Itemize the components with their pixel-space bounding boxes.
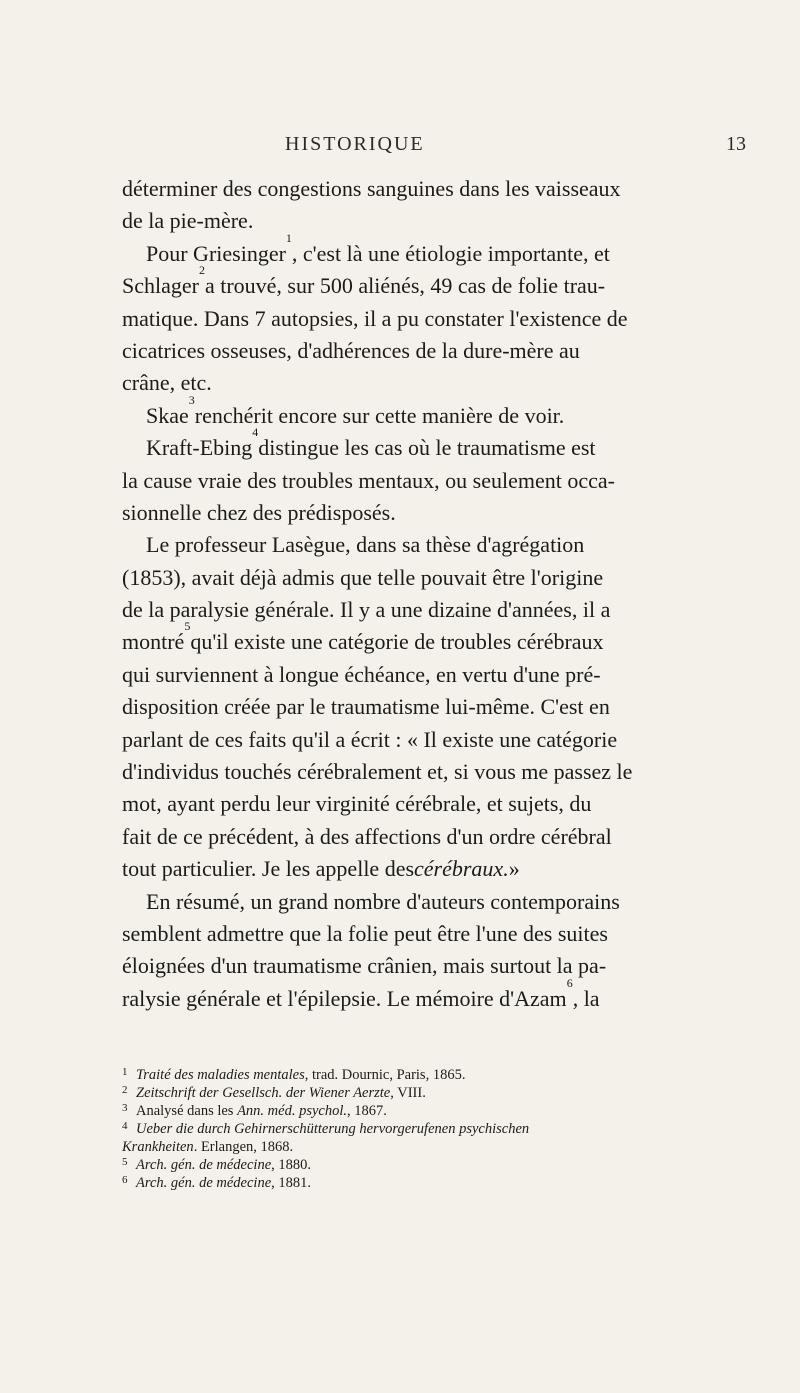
footnote-title: Traité des maladies mentales [136, 1067, 305, 1083]
line-text: montré [122, 629, 185, 655]
page-number: 13 [726, 133, 746, 155]
line-text: ralysie générale et l'épilepsie. Le mémoire d'Azam [122, 985, 567, 1011]
italic-term: cérébraux. [414, 856, 509, 882]
footnote-title: Ann. méd. psychol. [237, 1103, 348, 1119]
text-line [122, 853, 722, 885]
text-line [122, 392, 722, 432]
footnote-number: 6 [122, 1174, 128, 1186]
text-line [122, 425, 722, 464]
footnote [122, 1174, 722, 1192]
line-text: mot, ayant perdu leur virginité cérébrale, et sujets, du [122, 791, 592, 817]
footnote-text: , trad. Dournic, Paris, 1865. [304, 1067, 466, 1083]
footnote-ref[interactable]: 2 [198, 263, 205, 278]
footnote-continuation [122, 1138, 722, 1156]
line-text: semblent admettre que la folie peut être l'une des suites [122, 920, 608, 946]
footnote [122, 1156, 722, 1174]
text-line [122, 619, 722, 658]
line-text: qu'il existe une catégorie de troubles cérébraux [190, 629, 604, 655]
footnote-text: , 1881. [271, 1175, 312, 1191]
line-text: (1853), avait déjà admis que telle pouvait être l'origine [122, 564, 604, 590]
footnote-ref[interactable]: 3 [188, 392, 195, 407]
text-line [122, 594, 722, 626]
line-text: sionnelle chez des prédisposés. [122, 499, 396, 525]
footnote-number: 5 [122, 1156, 128, 1168]
line-text: Le professeur Lasègue, dans sa thèse d'agrégation [146, 532, 585, 558]
line-text: , la [572, 985, 600, 1011]
body-text [122, 173, 722, 1015]
footnote-text: , 1867. [347, 1103, 387, 1119]
footnote-title: Arch. gén. de médecine [136, 1157, 272, 1173]
text-line [122, 788, 722, 820]
text-line [122, 886, 722, 918]
line-text: parlant de ces faits qu'il a écrit : « Il existe une catégorie [122, 726, 618, 752]
text-line [122, 975, 722, 1015]
footnote [122, 1120, 722, 1138]
footnote-number: 4 [122, 1120, 128, 1132]
footnote-title: Ueber die durch Gehirnerschütterung hervorgerufenen psychischen [136, 1121, 530, 1137]
line-text: Skae [146, 402, 189, 428]
text-line [122, 205, 722, 237]
footnote-title: Arch. gén. de médecine [136, 1175, 272, 1191]
footnote [122, 1084, 722, 1102]
running-title: HISTORIQUE [285, 133, 425, 155]
text-line [122, 724, 722, 756]
line-text: de la pie-mère. [122, 208, 254, 234]
line-text: , c'est là une étiologie importante, et [291, 240, 610, 266]
line-text: éloignées d'un traumatisme crânien, mais surtout la pa- [122, 953, 607, 979]
line-text: Kraft-Ebing [146, 435, 253, 461]
text-line [122, 756, 722, 788]
footnotes [122, 1066, 722, 1192]
footnote-title: Krankheiten [122, 1139, 194, 1155]
footnote-text: , 1880. [271, 1157, 312, 1173]
line-text: de la paralysie générale. Il y a une dizaine d'années, il a [122, 597, 611, 623]
text-line [122, 918, 722, 950]
footnote-ref[interactable]: 6 [566, 975, 573, 990]
line-text: disposition créée par le traumatisme lui-même. C'est en [122, 694, 610, 720]
footnote [122, 1066, 722, 1084]
footnote-number: 1 [122, 1066, 128, 1078]
footnote-text: , VIII. [390, 1085, 426, 1101]
footnote-text: . Erlangen, 1868. [193, 1139, 294, 1155]
text-line [122, 821, 722, 853]
line-text: distingue les cas où le traumatisme est [258, 435, 596, 461]
line-text: qui surviennent à longue échéance, en vertu d'une pré- [122, 661, 601, 687]
running-head [0, 133, 800, 163]
footnote-text: Analysé dans les [136, 1103, 238, 1119]
text-line [122, 335, 722, 367]
footnote-ref[interactable]: 4 [252, 425, 259, 440]
text-line [122, 562, 722, 594]
text-line [122, 950, 722, 982]
line-text: crâne, etc. [122, 370, 212, 396]
line-text: Pour Griesinger [146, 240, 286, 266]
text-line [122, 659, 722, 691]
line-text: matique. Dans 7 autopsies, il a pu constater l'existence de [122, 305, 628, 331]
line-text: a trouvé, sur 500 aliénés, 49 cas de folie trau- [204, 273, 606, 299]
text-line [122, 367, 722, 399]
line-text: déterminer des congestions sanguines dans les vaisseaux [122, 176, 621, 201]
footnote-ref[interactable]: 1 [285, 230, 292, 245]
line-text: fait de ce précédent, à des affections d'un ordre cérébral [122, 823, 612, 849]
line-text: d'individus touchés cérébralement et, si vous me passez le [122, 759, 633, 785]
line-text: renchérit encore sur cette manière de voir. [194, 402, 565, 428]
line-text: En résumé, un grand nombre d'auteurs contemporains [146, 888, 620, 914]
footnote-number: 3 [122, 1102, 128, 1114]
line-text: cicatrices osseuses, d'adhérences de la dure-mère au [122, 337, 580, 363]
text-line [122, 303, 722, 335]
line-text: Schlager [122, 273, 199, 299]
text-line [122, 691, 722, 723]
text-line [122, 173, 722, 205]
line-text: tout particulier. Je les appelle des [122, 856, 415, 882]
footnote-number: 2 [122, 1084, 128, 1096]
text-line [122, 529, 722, 561]
footnote [122, 1102, 722, 1120]
footnote-ref[interactable]: 5 [184, 619, 191, 634]
text-line [122, 465, 722, 497]
line-text: » [508, 856, 520, 882]
text-line [122, 497, 722, 529]
footnote-title: Zeitschrift der Gesellsch. der Wiener Aerzte [136, 1085, 391, 1101]
text-line [122, 263, 722, 302]
text-line [122, 230, 722, 270]
line-text: la cause vraie des troubles mentaux, ou seulement occa- [122, 467, 615, 493]
